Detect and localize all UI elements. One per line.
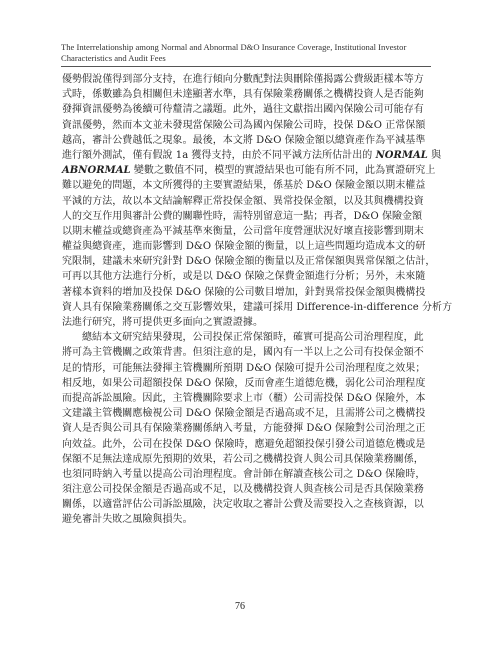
running-header-line-1: The Interrelationship among Normal and Abnormal D&O Insurance Coverage, Institutional Investor — [61, 42, 407, 52]
text-line: 難以避免的問題，本文所獲得的主要實證結果，係基於 D&O 保險金額以期末權益 — [62, 180, 426, 192]
text-line: 平減的方法，故以本文結論解釋正常投保金額、異常投保金額，以及其與機構投資 — [62, 195, 424, 207]
text-line: 究限制，建議未來研究針對 D&O 保險金額的衡量以及正常保額與異常保額之估計， — [62, 256, 436, 268]
text-line: 避免審計失敗之風險與損失。 — [62, 514, 193, 526]
text-line: 越高，審計公費越低之現象。最後，本文將 D&O 保險金額以總資產作為平減基準 — [62, 134, 426, 146]
text-line: 優勢假說僅得到部分支持，在進行傾向分數配對法與刪除僅揭露公費級距樣本等方 — [62, 74, 424, 85]
text-line: 權益與總資產，進而影響到 D&O 保險金額的衡量，以上這些問題均造成本文的研 — [62, 241, 426, 253]
text-line: 法進行研究，將可提供更多面向之實證證據。 — [62, 317, 263, 328]
page-number: 76 — [235, 601, 245, 612]
text-line: 保額不足無法達成原先預期的效果，若公司之機構投資人與公司具保險業務關係， — [62, 453, 424, 465]
text-line: 須注意公司投保金額是否過高或不足，以及機構投資人與查核公司是否具保險業務 — [62, 484, 424, 496]
text-line: 進行額外測試，僅有假說 1a 獲得支持，由於不同平減方法所估計出的 NORMAL 與 — [62, 149, 442, 161]
text-line: 以期末權益或總資產為平減基準來衡量，公司當年度營運狀況好壞直接影響到期末 — [62, 225, 424, 237]
running-header — [61, 42, 431, 67]
text-line: 著樣本資料的增加及投保 D&O 保險的公司數目增加，針對異常投保金額與機構投 — [62, 286, 426, 298]
text-line: 資人具有保險業務關係之交互影響效果，建議可採用 Difference-in-difference 分析方 — [62, 301, 453, 313]
text-line: 而提高訴訟風險。因此，主管機關除要求上市（櫃）公司需投保 D&O 保險外，本 — [62, 392, 426, 404]
paragraph-1 — [62, 72, 453, 330]
text-line: 也須同時納入考量以提高公司治理程度。會計師在解讀查核公司之 D&O 保險時， — [62, 468, 426, 480]
running-header-line-2: Characteristics and Audit Fees — [61, 52, 166, 63]
variable-name: NORMAL — [375, 149, 428, 161]
paragraph-2 — [62, 330, 432, 527]
text-line: 向效益。此外，公司在投保 D&O 保險時，應避免超額投保引發公司道德危機或是 — [62, 438, 426, 450]
body-text — [62, 72, 453, 528]
text-line: 總結本文研究結果發現，公司投保正常保額時，確實可提高公司治理程度，此 — [82, 332, 424, 344]
text-line: 相反地，如果公司超額投保 D&O 保險，反而會產生道德危機，弱化公司治理程度 — [62, 377, 426, 389]
text-line: 人的交互作用與審計公費的關聯性時，需特別留意這一點；再者，D&O 保險金額 — [62, 210, 423, 222]
text-line: 將可為主管機關之政策背書。但須注意的是，國內有一半以上之公司有投保金額不 — [62, 347, 424, 359]
text-line: 足的情形，可能無法發揮主管機關所預期 D&O 保險可提升公司治理程度之效果； — [62, 362, 426, 374]
text-line: 可再以其他方法進行分析，或是以 D&O 保險之保費金額進行分析；另外，未來隨 — [62, 271, 426, 283]
text-line: 發揮資訊優勢為後續可待釐清之議題。此外，過往文獻指出國內保險公司可能存有 — [62, 104, 424, 116]
text-line: ABNORMAL 變數之數值不同，模型的實證結果也可能有所不同，此為實證研究上 — [62, 165, 436, 177]
text-line: 資人是否與公司具有保險業務關係納入考量，方能發揮 D&O 保險對公司治理之正 — [62, 423, 426, 435]
variable-name: ABNORMAL — [62, 165, 131, 177]
text-line: 式時，係數雖為負相關但未達顯著水準，具有保險業務關係之機構投資人是否能夠 — [62, 89, 424, 101]
text-line: 資訊優勢，然而本文並未發現當保險公司為國內保險公司時，投保 D&O 正常保額 — [62, 119, 426, 131]
text-line: 關係，以適當評估公司訴訟風險，決定收取之審計公費及需要投入之查核資源，以 — [62, 499, 424, 511]
text-line: 文建議主管機關應檢視公司 D&O 保險金額是否過高或不足，且需將公司之機構投 — [62, 408, 426, 420]
